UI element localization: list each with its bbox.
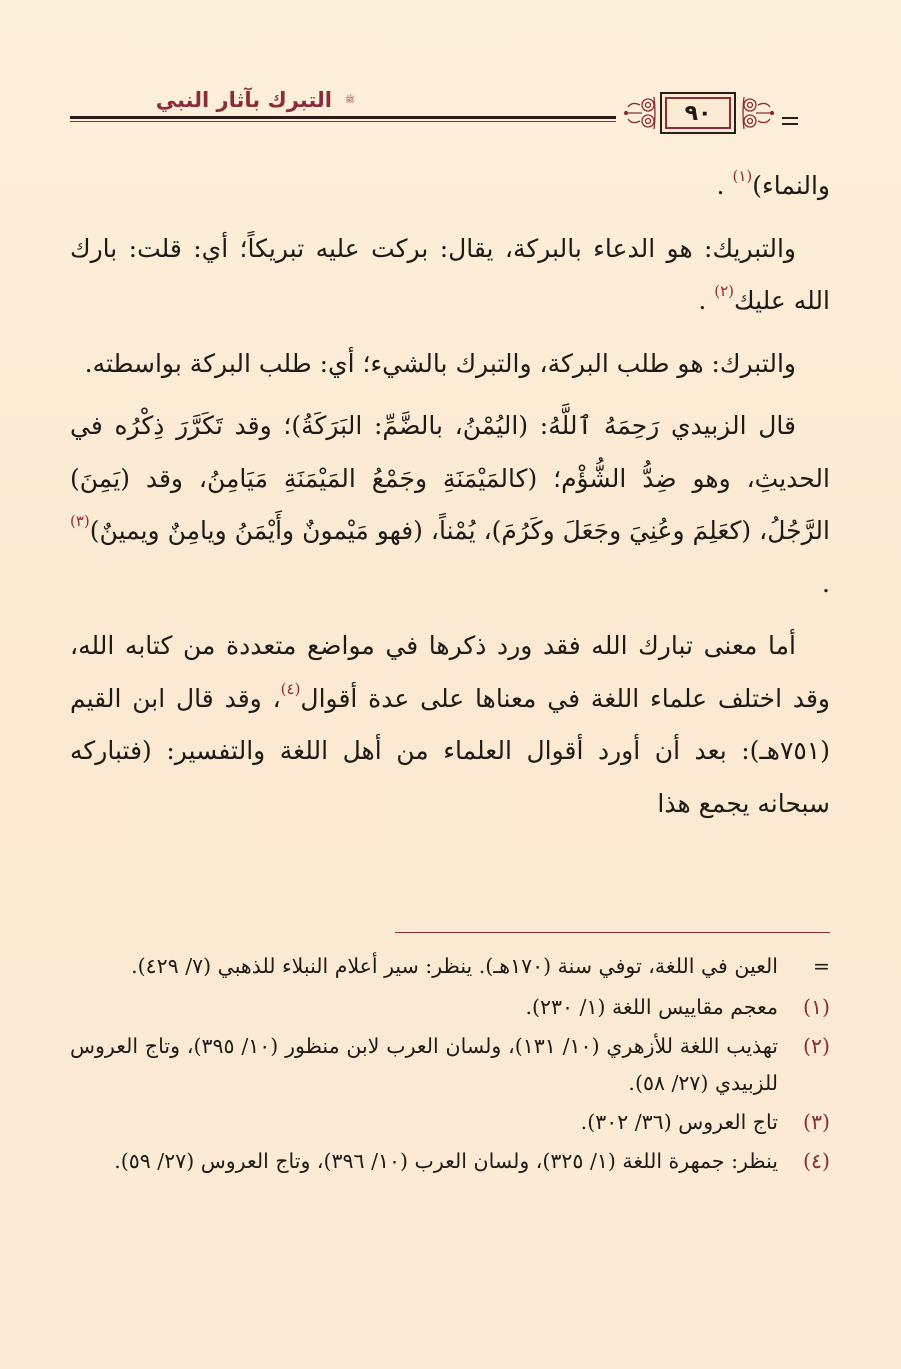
paragraph	[70, 223, 830, 328]
footnote-item	[70, 989, 830, 1026]
paragraph	[70, 160, 830, 213]
paragraph-text: .	[716, 171, 725, 200]
footnote-marker: =	[812, 954, 830, 978]
paragraph-text: والتبريك: هو الدعاء بالبركة، يقال: بركت عليه تبريكاً؛ أي: قلت: بارك الله عليك	[70, 233, 830, 315]
running-title	[62, 88, 362, 112]
footnote-marker[interactable]: (٣)	[802, 1110, 830, 1134]
paragraph-text: ، وقد قال ابن القيم (٧٥١هـ): بعد أن أورد أقوال العلماء من أهل اللغة والتفسير: (فتباركه سبحانه يجمع هذا	[70, 683, 830, 818]
paragraph-text: أما معنى تبارك الله فقد ورد ذكرها في مواضع متعددة من كتابه الله، وقد اختلف علماء اللغة في معناها على عدة أقوال	[70, 631, 831, 713]
honorific-glyph-icon: ﷺ	[345, 95, 355, 104]
footnote-reference[interactable]: (١)	[732, 167, 753, 185]
footnote-item	[70, 1143, 830, 1180]
paragraph	[70, 338, 830, 391]
page-number: ٩٠	[665, 97, 731, 129]
header-rule-thin	[70, 121, 616, 122]
footnote-reference[interactable]: (٤)	[280, 679, 301, 698]
footnote-text: معجم مقاييس اللغة (١/ ٢٣٠).	[525, 995, 778, 1019]
footnote-reference[interactable]: (٣)	[70, 512, 90, 530]
footnote-text: تاج العروس (٣٦/ ٣٠٢).	[580, 1110, 778, 1134]
footnote-text: ينظر: جمهرة اللغة (١/ ٣٢٥)، ولسان العرب (١٠/ ٣٩٦)، وتاج العروس (٢٧/ ٥٩).	[114, 1149, 778, 1173]
footnote-item	[70, 948, 830, 985]
paragraph-text: والنماء)	[752, 171, 830, 200]
footnote-text: تهذيب اللغة للأزهري (١٠/ ١٣١)، ولسان العرب لابن منظور (١٠/ ٣٩٥)، وتاج العروس للزبيدي (٢٧/ ٥٨).	[70, 1034, 778, 1095]
footnote-reference[interactable]: (٢)	[714, 282, 734, 300]
header-rule-thick	[70, 116, 616, 119]
paragraph-text: والتبرك: هو طلب البركة، والتبرك بالشيء؛ أي: طلب البركة بواسطته.	[84, 348, 796, 378]
footnote-marker[interactable]: (١)	[802, 995, 830, 1019]
footnote-text: العين في اللغة، توفي سنة (١٧٠هـ). ينظر: سير أعلام النبلاء للذهبي (٧/ ٤٢٩).	[131, 954, 778, 978]
paragraph-text: .	[822, 568, 830, 598]
paragraph-text: .	[698, 286, 707, 315]
footnote-separator	[395, 932, 830, 933]
running-title-text: التبرك بآثار النبي	[155, 88, 332, 112]
header-rule-right	[782, 117, 798, 125]
floral-ornament-icon	[620, 93, 658, 133]
footnote-item	[70, 1028, 830, 1102]
footnotes	[70, 948, 830, 1180]
floral-ornament-icon	[740, 93, 778, 133]
footnote-item	[70, 1104, 830, 1141]
paragraph-text: قال الزبيدي رَحِمَهُ ٱللَّهُ: (اليُمْنُ، بالضَّمِّ: البَرَكَةُ)؛ وقد تَكَرَّرَ ذِكْرُه في الحديثِ، وهو ضِدُّ الشُّؤْم؛ (كالمَيْمَنَةِ وجَمْعُ المَيْمَنَةِ مَيَامِنُ، وقد (يَمِنَ) الرَّجُلُ، (كعَلِمَ وعُنِيَ وجَعَلَ وكَرُمَ)، يُمْناً، (فهو مَيْمونٌ وأَيْمَنُ ويامِنٌ ويمينٌ)	[70, 411, 830, 545]
footnote-marker[interactable]: (٢)	[802, 1034, 830, 1058]
main-text	[70, 160, 830, 830]
footnote-marker[interactable]: (٤)	[802, 1149, 830, 1173]
paragraph	[70, 620, 830, 830]
paragraph	[70, 400, 830, 610]
page-number-box	[660, 92, 736, 134]
